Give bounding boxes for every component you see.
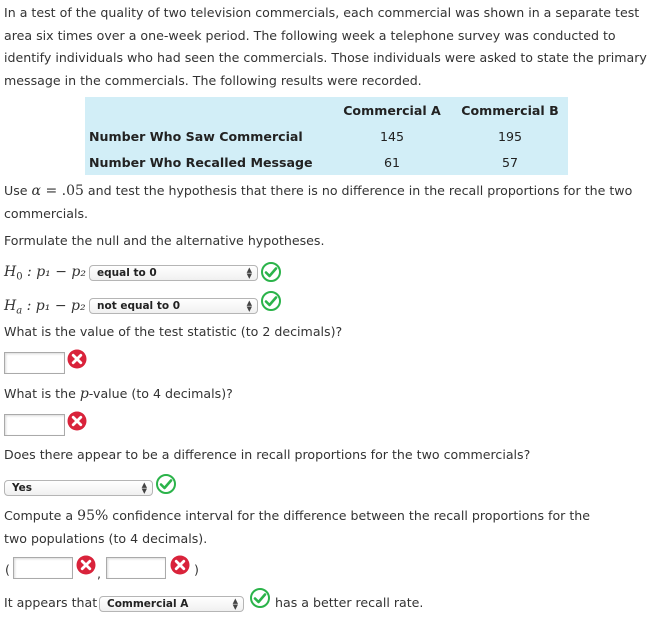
ci-upper-input[interactable]: [106, 557, 166, 579]
check-icon: [250, 588, 270, 608]
ci-close-paren: ): [194, 562, 199, 577]
h0-label: $H_0$ : p₁ − p₂: [4, 264, 86, 283]
check-icon: [156, 474, 176, 494]
difference-select[interactable]: Yes ▲ ▼: [4, 480, 153, 496]
final-pre-text: It appears that: [4, 595, 98, 610]
cell-saw-a: 145: [379, 129, 405, 144]
ci-lower-input[interactable]: [13, 557, 73, 579]
cross-icon: [76, 555, 96, 575]
ci-open-paren: (: [5, 562, 10, 577]
cross-icon: [67, 349, 87, 369]
row-label-recalled: Number Who Recalled Message: [89, 154, 313, 170]
header-commercial-a: Commercial A: [343, 102, 441, 118]
pvalue-input[interactable]: [4, 414, 65, 436]
select-arrows-icon: ▲ ▼: [246, 299, 252, 313]
ha-label: $H_a$ : p₁ − p₂: [4, 298, 86, 317]
cell-recalled-b: 57: [501, 154, 519, 170]
better-recall-select[interactable]: Commercial A ▲ ▼: [99, 596, 244, 612]
table-row: [85, 124, 568, 150]
formulate-text: Formulate the null and the alternative hypotheses.: [4, 233, 325, 248]
alpha-symbol: α: [31, 183, 41, 199]
cross-icon: [67, 411, 87, 431]
ci-question: Compute a 95% confidence interval for the difference between the recall proportions for the two populations (to 4 decimals).: [4, 508, 591, 546]
test-stat-input[interactable]: [4, 352, 65, 374]
ci-comma: ,: [97, 566, 102, 581]
alpha-text: Use α = .05 and test the hypothesis that there is no difference in the recall proportions for the two commercials.: [4, 183, 633, 221]
select-arrows-icon: ▲ ▼: [246, 266, 252, 280]
pvalue-question: What is the p-value (to 4 decimals)?: [4, 386, 233, 402]
select-arrows-icon: ▲ ▼: [232, 597, 238, 611]
select-arrows-icon: ▲ ▼: [141, 481, 147, 495]
cross-icon: [170, 555, 190, 575]
intro-text: In a test of the quality of two television commercials, each commercial was shown in a separate test area six times over a one-week period. The following week a telephone survey was conducted to identify individuals who had seen the commercials. Those individuals were asked to state the primary message in the commercials. The following results were recorded.: [4, 5, 647, 88]
cell-recalled-a: 61: [383, 154, 401, 170]
row-label-saw: Number Who Saw Commercial: [89, 129, 303, 144]
h0-select[interactable]: equal to 0 ▲ ▼: [89, 265, 258, 281]
test-stat-question: What is the value of the test statistic (to 2 decimals)?: [4, 324, 343, 339]
ha-select[interactable]: not equal to 0 ▲ ▼: [89, 298, 258, 314]
header-commercial-b: Commercial B: [461, 102, 559, 118]
check-icon: [261, 291, 281, 311]
table-header-row: [85, 97, 568, 124]
data-table: [85, 97, 568, 175]
table-row: [85, 149, 568, 175]
check-icon: [261, 262, 281, 282]
difference-question: Does there appear to be a difference in recall proportions for the two commercials?: [4, 447, 531, 462]
cell-saw-b: 195: [497, 129, 523, 144]
final-post-text: has a better recall rate.: [275, 595, 424, 610]
